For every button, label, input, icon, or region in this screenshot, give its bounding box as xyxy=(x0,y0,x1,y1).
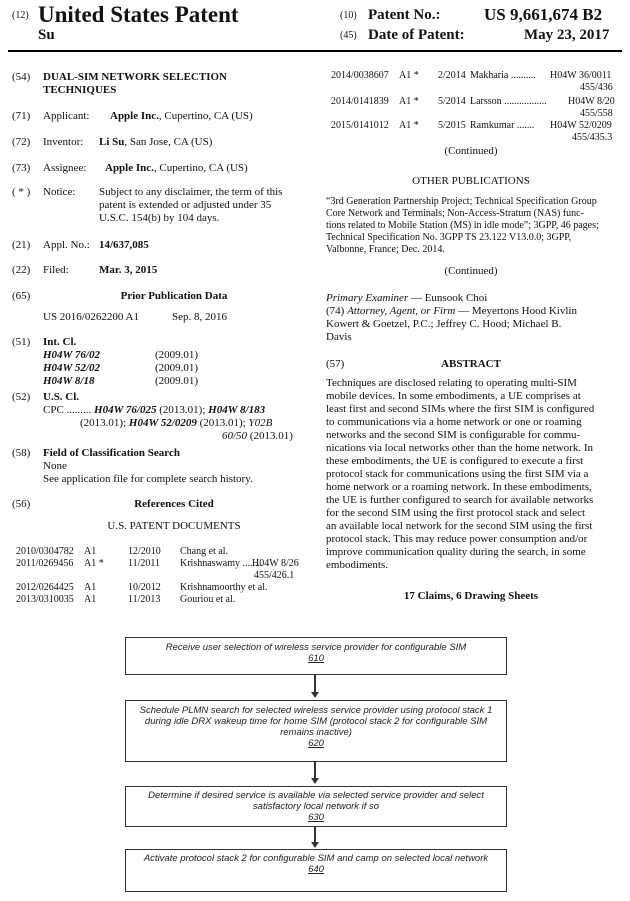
invention-title-2: TECHNIQUES xyxy=(43,84,117,96)
flow-step-ref: 630 xyxy=(308,812,324,823)
date-code: (45) xyxy=(340,30,357,41)
intcl-label: Int. Cl. xyxy=(43,336,77,348)
table-row: Gouriou et al. xyxy=(180,594,236,605)
table-row: 5/2014 xyxy=(438,96,466,107)
attorney-line-2: Kowert & Goetzel, P.C.; Jeffrey C. Hood; Michael B. xyxy=(326,318,562,330)
other-pub-line-3: tions related to Mobile Station (MS) in idle mode”; 3GPP, 46 pages; xyxy=(326,220,599,231)
notice-code: ( * ) xyxy=(12,186,31,198)
table-row: Krishnaswamy ........ xyxy=(180,558,263,569)
patent-no-label: Patent No.: xyxy=(368,7,441,23)
flow-arrow xyxy=(314,675,316,693)
abstract-line: protocol stack. This may reduce power consumption and/or xyxy=(326,533,588,545)
abstract-line: improve communication quality during the search, in some xyxy=(326,546,586,558)
flow-arrowhead xyxy=(311,842,319,848)
table-row: A1 * xyxy=(399,96,419,107)
flow-step-text: Activate protocol stack 2 for configurable SIM and camp on selected local network xyxy=(143,853,489,864)
table-row: 11/2011 xyxy=(128,558,161,569)
assignee-code: (73) xyxy=(12,162,31,174)
title-code: (54) xyxy=(12,71,31,83)
cpc-line-2: (2013.01); H04W 52/0209 (2013.01); Y02B xyxy=(80,417,273,429)
table-row: Ramkumar ....... xyxy=(470,120,535,131)
continued-2: (Continued) xyxy=(444,265,498,277)
inventor-label: Inventor: xyxy=(43,136,84,148)
prior-pub-heading: Prior Publication Data xyxy=(120,290,228,302)
other-pub-line-4: Technical Specification No. 3GPP TS 23.122 V13.0.0; 3GPP, xyxy=(326,232,572,243)
inventor-code: (72) xyxy=(12,136,31,148)
table-row: 2014/0038607 xyxy=(331,70,389,81)
continued-1: (Continued) xyxy=(444,145,498,157)
table-row: 2014/0141839 xyxy=(331,96,389,107)
table-row: Larsson ................. xyxy=(470,96,547,107)
abstract-line: nications via local networks other than the home network. In xyxy=(326,442,593,454)
notice-line-3: U.S.C. 154(b) by 104 days. xyxy=(99,212,220,224)
other-pub-line-5: Valbonne, France; Dec. 2014. xyxy=(326,244,445,255)
table-row: 12/2010 xyxy=(128,546,161,557)
table-row: 455/558 xyxy=(580,108,613,119)
flow-step-ref: 610 xyxy=(308,653,324,664)
abstract-line: Techniques are disclosed relating to operating multi-SIM xyxy=(326,377,577,389)
patent-number: US 9,661,674 B2 xyxy=(484,5,603,24)
appl-label: Appl. No.: xyxy=(43,239,90,251)
table-row: A1 xyxy=(84,594,97,605)
abstract-line: for the second SIM using the first protocol stack and select xyxy=(326,507,586,519)
flow-step-620 xyxy=(125,700,507,762)
table-row: 455/426.1 xyxy=(254,570,295,581)
other-pubs-heading: OTHER PUBLICATIONS xyxy=(412,175,530,187)
abstract-line: networks and the second SIM is configurable for commu- xyxy=(326,429,581,441)
table-row: 2011/0269456 xyxy=(16,558,74,569)
table-row: 455/435.3 xyxy=(572,132,613,143)
flow-arrowhead xyxy=(311,778,319,784)
table-row: 11/2013 xyxy=(128,594,161,605)
uscl-label: U.S. Cl. xyxy=(43,391,80,403)
flow-step-640 xyxy=(125,849,507,892)
filed-date: Mar. 3, 2015 xyxy=(99,264,158,276)
abstract-line: protocol stack for communications using the first SIM via a xyxy=(326,468,589,480)
attorney-line-3: Davis xyxy=(326,331,352,343)
refs-heading: References Cited xyxy=(134,498,214,510)
table-row: Chang et al. xyxy=(180,546,229,557)
intcl-year-1: (2009.01) xyxy=(155,349,199,361)
intcl-code-2: H04W 52/02 xyxy=(43,362,100,374)
abstract-line: least first and second SIMs where the first SIM is configured xyxy=(326,403,595,415)
patent-date: May 23, 2017 xyxy=(524,27,610,43)
primary-examiner: Primary Examiner — Eunsook Choi xyxy=(326,292,488,304)
flow-step-ref: 640 xyxy=(308,864,324,875)
claims-summary: 17 Claims, 6 Drawing Sheets xyxy=(403,590,539,602)
refs-code: (56) xyxy=(12,498,31,510)
applicant: Apple Inc., Cupertino, CA (US) xyxy=(110,110,253,122)
filed-label: Filed: xyxy=(43,264,69,276)
flow-step-text: Determine if desired service is available via selected service provider and select satisfactory local network if so xyxy=(148,790,484,812)
uscl-code: (52) xyxy=(12,391,31,403)
field-label: Field of Classification Search xyxy=(43,447,180,459)
abstract-line: to communications via a home network or one or roaming xyxy=(326,416,582,428)
table-row: 2015/0141012 xyxy=(331,120,389,131)
flow-step-text: Schedule PLMN search for selected wireless service provider using protocol stack 1 during idle DRX wakeup time for home SIM (protocol stack 2 for configurable SIM remains inactive) xyxy=(139,705,493,738)
table-row: H04W 52/0209 xyxy=(550,120,612,131)
appl-code: (21) xyxy=(12,239,31,251)
notice-label: Notice: xyxy=(43,186,76,198)
notice-line-2: patent is extended or adjusted under 35 xyxy=(99,199,272,211)
flow-step-text: Receive user selection of wireless service provider for configurable SIM xyxy=(165,642,467,653)
prior-pub-number: US 2016/0262200 A1 xyxy=(43,311,139,323)
table-row: H04W 36/0011 xyxy=(550,70,612,81)
table-row: Krishnamoorthy et al. xyxy=(180,582,268,593)
table-row: A1 * xyxy=(399,120,419,131)
table-row: A1 xyxy=(84,582,97,593)
applicant-label: Applicant: xyxy=(43,110,90,122)
assignee: Apple Inc., Cupertino, CA (US) xyxy=(105,162,248,174)
abstract-line: home network or a roaming network. In these embodiments, xyxy=(326,481,592,493)
us-patent-docs-heading: U.S. PATENT DOCUMENTS xyxy=(107,520,241,532)
intcl-year-3: (2009.01) xyxy=(155,375,199,387)
kind-code: (12) xyxy=(12,10,29,21)
table-row: 455/436 xyxy=(580,82,613,93)
flow-step-ref: 620 xyxy=(308,738,324,749)
abstract-line: embodiments. xyxy=(326,559,389,571)
abstract-line: an available local network for the second SIM using the first xyxy=(326,520,593,532)
appl-number: 14/637,085 xyxy=(99,239,149,251)
flow-arrowhead xyxy=(311,692,319,698)
field-code: (58) xyxy=(12,447,31,459)
other-pub-line-1: “3rd Generation Partnership Project; Technical Specification Group xyxy=(326,196,597,207)
patent-title: United States Patent xyxy=(38,2,239,27)
assignee-label: Assignee: xyxy=(43,162,87,174)
prior-pub-code: (65) xyxy=(12,290,31,302)
flow-step-630 xyxy=(125,786,507,827)
abstract-line: these embodiments, the UE is configured to execute a first xyxy=(326,455,584,467)
table-row: A1 * xyxy=(84,558,104,569)
table-row: 2/2014 xyxy=(438,70,466,81)
intcl-code-3: H04W 8/18 xyxy=(43,375,95,387)
intcl-code: (51) xyxy=(12,336,31,348)
table-row: 10/2012 xyxy=(128,582,161,593)
cpc-line-3: 60/50 (2013.01) xyxy=(222,430,293,442)
prior-pub-date: Sep. 8, 2016 xyxy=(172,311,227,323)
flow-step-610 xyxy=(125,637,507,675)
abstract-heading: ABSTRACT xyxy=(441,358,501,370)
table-row: 2012/0264425 xyxy=(16,582,74,593)
cpc-line-1: CPC ......... H04W 76/025 (2013.01); H04W 8/183 xyxy=(43,404,266,416)
inventor: Li Su, San Jose, CA (US) xyxy=(99,136,213,148)
field-see: See application file for complete search history. xyxy=(43,473,253,485)
table-row: H04W 8/20 xyxy=(568,96,615,107)
abstract-body xyxy=(326,377,618,572)
abstract-line: the UE is further configured to search for available networks xyxy=(326,494,594,506)
applicant-code: (71) xyxy=(12,110,31,122)
intcl-code-1: H04W 76/02 xyxy=(43,349,100,361)
date-label: Date of Patent: xyxy=(368,27,465,43)
header-divider xyxy=(8,50,622,52)
flow-arrow xyxy=(314,762,316,779)
table-row: Makharia .......... xyxy=(470,70,536,81)
patent-no-code: (10) xyxy=(340,10,357,21)
notice-line-1: Subject to any disclaimer, the term of this xyxy=(99,186,283,198)
table-row: 5/2015 xyxy=(438,120,466,131)
inventor-surname: Su xyxy=(38,27,55,43)
field-none: None xyxy=(43,460,67,472)
table-row: A1 xyxy=(84,546,97,557)
abstract-line: mobile devices. In some embodiments, a UE comprises at xyxy=(326,390,581,402)
table-row: 2010/0304782 xyxy=(16,546,74,557)
table-row: A1 * xyxy=(399,70,419,81)
invention-title-1: DUAL-SIM NETWORK SELECTION xyxy=(43,71,227,83)
other-pub-line-2: Core Network and Terminals; Non-Access-Stratum (NAS) func- xyxy=(326,208,584,219)
abstract-code: (57) xyxy=(326,358,345,370)
filed-code: (22) xyxy=(12,264,31,276)
table-row: H04W 8/26 xyxy=(252,558,299,569)
intcl-year-2: (2009.01) xyxy=(155,362,199,374)
table-row: 2013/0310035 xyxy=(16,594,74,605)
attorney-line-1: (74) Attorney, Agent, or Firm — Meyertons Hood Kivlin xyxy=(326,305,577,317)
